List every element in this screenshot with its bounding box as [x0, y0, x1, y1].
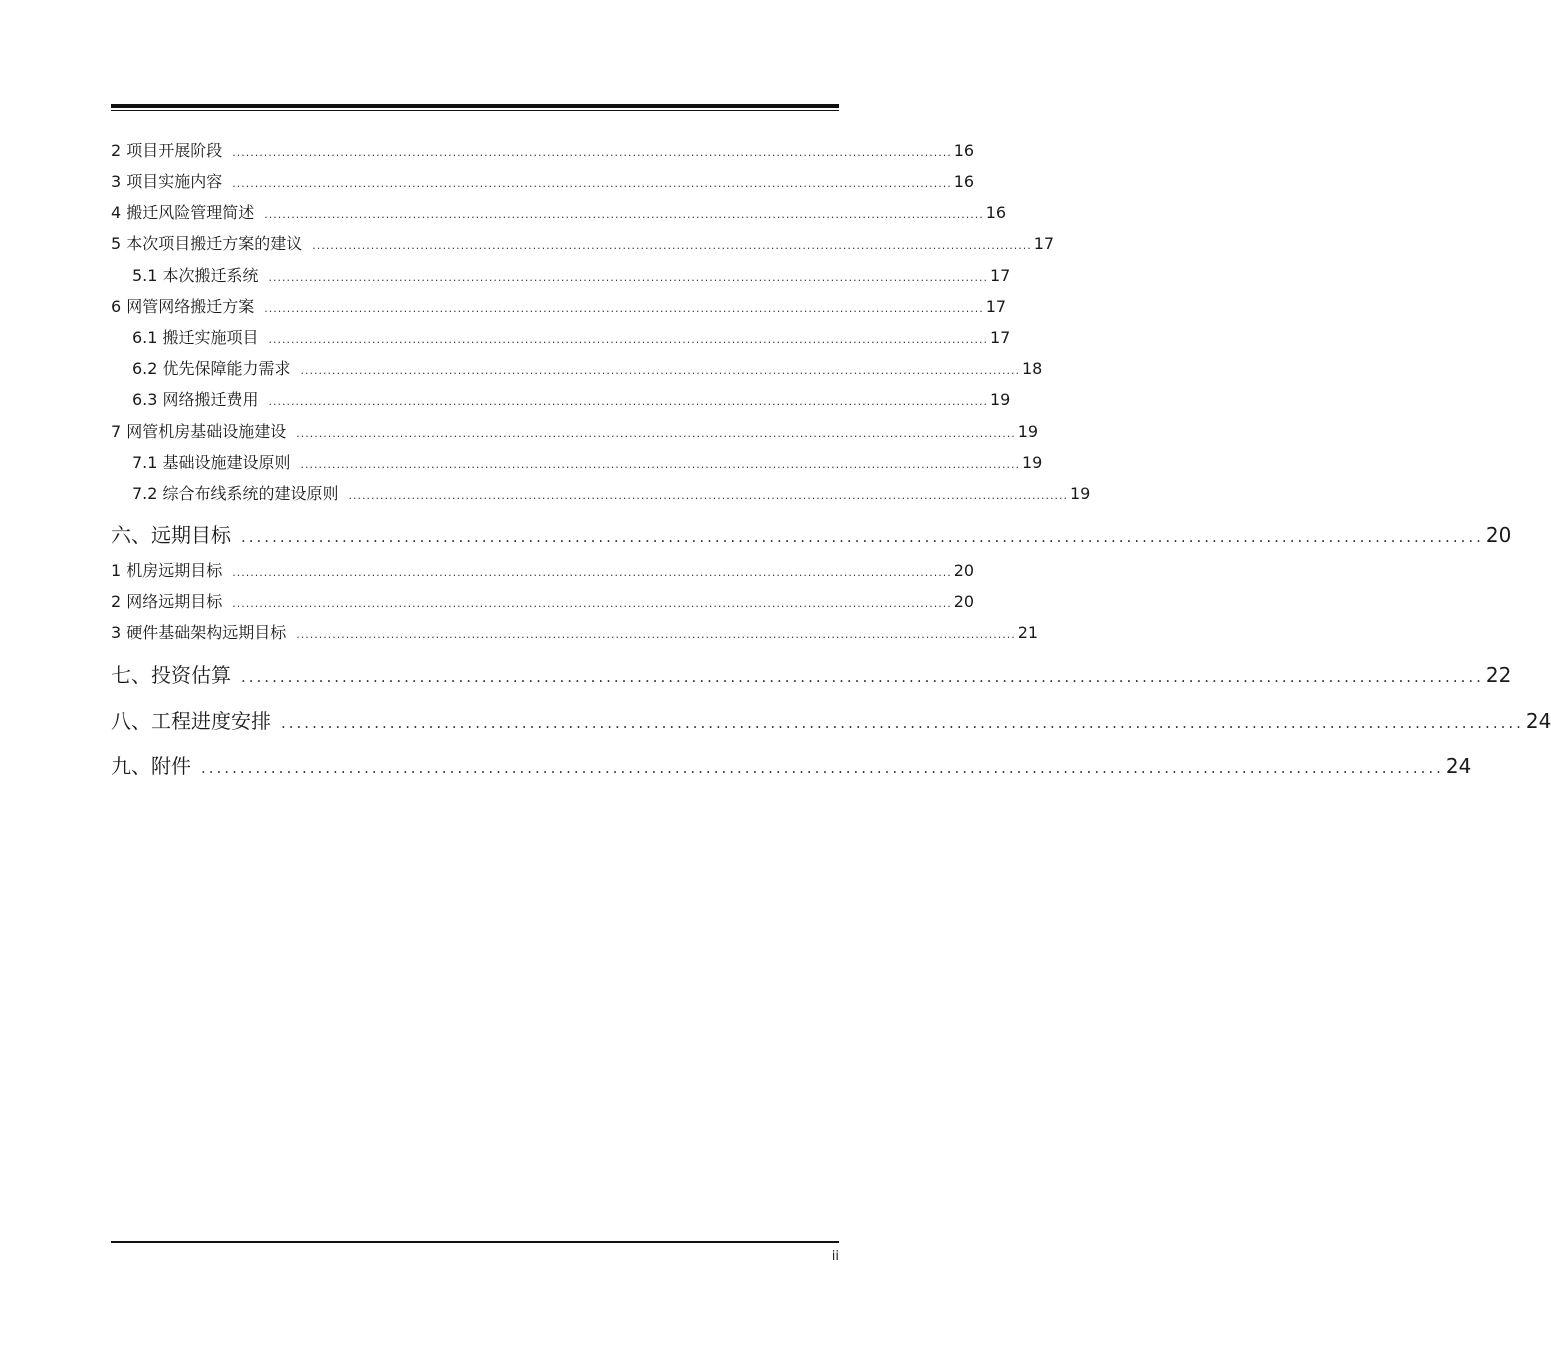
toc-entry[interactable] — [132, 389, 1011, 411]
toc-leader-dots: ................................................................................................................................................................ — [348, 489, 1068, 502]
toc-entry-page: 22 — [1485, 663, 1512, 687]
toc-entry[interactable] — [111, 560, 975, 582]
toc-entry-page: 24 — [1445, 754, 1472, 778]
toc-entry-page: 20 — [1485, 523, 1512, 547]
toc-entry-label: 九、附件 — [111, 754, 191, 778]
toc-entry[interactable] — [111, 296, 1007, 318]
toc-entry-page: 17 — [990, 328, 1011, 347]
toc-entry-page: 19 — [1017, 422, 1039, 441]
toc-entry-label: 3 硬件基础架构远期目标 — [111, 623, 287, 642]
toc-entry[interactable] — [132, 483, 1091, 505]
toc-entry[interactable] — [132, 358, 1043, 380]
toc-entry-label: 6.3 网络搬迁费用 — [132, 390, 259, 409]
toc-entry[interactable] — [111, 233, 1055, 255]
toc-leader-dots: ................................................................................................................................................................ — [232, 597, 952, 610]
toc-entry-label: 1 机房远期目标 — [111, 561, 223, 580]
toc-entry-label: 7.1 基础设施建设原则 — [132, 453, 291, 472]
toc-entry-label: 7.2 综合布线系统的建设原则 — [132, 484, 339, 503]
toc-entry-page: 20 — [953, 561, 975, 580]
toc-entry-label: 6 网管网络搬迁方案 — [111, 297, 255, 316]
toc-leader-dots: ................................................................................................................................................................ — [241, 668, 1484, 686]
toc-leader-dots: ................................................................................................................................................................ — [281, 714, 1524, 732]
toc-entry[interactable] — [111, 591, 975, 613]
toc-chapter-entry[interactable] — [111, 521, 1512, 549]
toc-entry-label: 5.1 本次搬迁系统 — [132, 266, 259, 285]
toc-entry[interactable] — [111, 202, 1007, 224]
toc-entry-page: 19 — [1070, 484, 1091, 503]
footer-rule — [111, 1241, 839, 1243]
toc-entry-label: 6.1 搬迁实施项目 — [132, 328, 259, 347]
toc-entry[interactable] — [132, 452, 1043, 474]
toc-entry-page: 17 — [990, 266, 1011, 285]
toc-leader-dots: ................................................................................................................................................................ — [232, 566, 952, 579]
toc-entry-page: 18 — [1022, 359, 1043, 378]
toc-entry[interactable] — [111, 171, 975, 193]
toc-entry-label: 七、投资估算 — [111, 663, 231, 687]
toc-leader-dots: ................................................................................................................................................................ — [264, 208, 984, 221]
toc-entry-page: 16 — [985, 203, 1007, 222]
toc-entry[interactable] — [132, 265, 1011, 287]
toc-chapter-entry[interactable] — [111, 661, 1512, 689]
toc-leader-dots: ................................................................................................................................................................ — [312, 239, 1032, 252]
toc-entry-label: 八、工程进度安排 — [111, 709, 271, 733]
toc-entry-page: 19 — [1022, 453, 1043, 472]
toc-entry-page: 19 — [990, 390, 1011, 409]
toc-entry-page: 16 — [953, 141, 975, 160]
toc-entry-page: 20 — [953, 592, 975, 611]
toc-entry-label: 六、远期目标 — [111, 523, 231, 547]
toc-entry[interactable] — [111, 622, 1039, 644]
toc-leader-dots: ................................................................................................................................................................ — [300, 364, 1020, 377]
toc-entry[interactable] — [111, 140, 975, 162]
toc-entry-label: 2 项目开展阶段 — [111, 141, 223, 160]
toc-leader-dots: ................................................................................................................................................................ — [296, 628, 1016, 641]
toc-entry-page: 17 — [985, 297, 1007, 316]
toc-entry-label: 2 网络远期目标 — [111, 592, 223, 611]
toc-leader-dots: ................................................................................................................................................................ — [296, 427, 1016, 440]
toc-entry-page: 21 — [1017, 623, 1039, 642]
toc-leader-dots: ................................................................................................................................................................ — [268, 271, 988, 284]
toc-leader-dots: ................................................................................................................................................................ — [201, 759, 1444, 777]
toc-leader-dots: ................................................................................................................................................................ — [264, 302, 984, 315]
toc-entry-label: 5 本次项目搬迁方案的建议 — [111, 234, 303, 253]
toc-leader-dots: ................................................................................................................................................................ — [268, 333, 988, 346]
toc-leader-dots: ................................................................................................................................................................ — [268, 395, 988, 408]
toc-chapter-entry[interactable] — [111, 752, 1472, 780]
toc-leader-dots: ................................................................................................................................................................ — [241, 528, 1484, 546]
toc-entry[interactable] — [111, 421, 1039, 443]
footer-page-number: ii — [831, 1249, 839, 1264]
toc-leader-dots: ................................................................................................................................................................ — [300, 458, 1020, 471]
toc-entry-label: 7 网管机房基础设施建设 — [111, 422, 287, 441]
toc-entry-label: 3 项目实施内容 — [111, 172, 223, 191]
toc-entry-page: 16 — [953, 172, 975, 191]
toc-entry-page: 24 — [1525, 709, 1551, 733]
toc-entry-label: 4 搬迁风险管理简述 — [111, 203, 255, 222]
toc-entry-label: 6.2 优先保障能力需求 — [132, 359, 291, 378]
toc-leader-dots: ................................................................................................................................................................ — [232, 146, 952, 159]
toc-entry[interactable] — [132, 327, 1011, 349]
toc-leader-dots: ................................................................................................................................................................ — [232, 177, 952, 190]
toc-chapter-entry[interactable] — [111, 707, 1551, 735]
toc-entry-page: 17 — [1033, 234, 1055, 253]
